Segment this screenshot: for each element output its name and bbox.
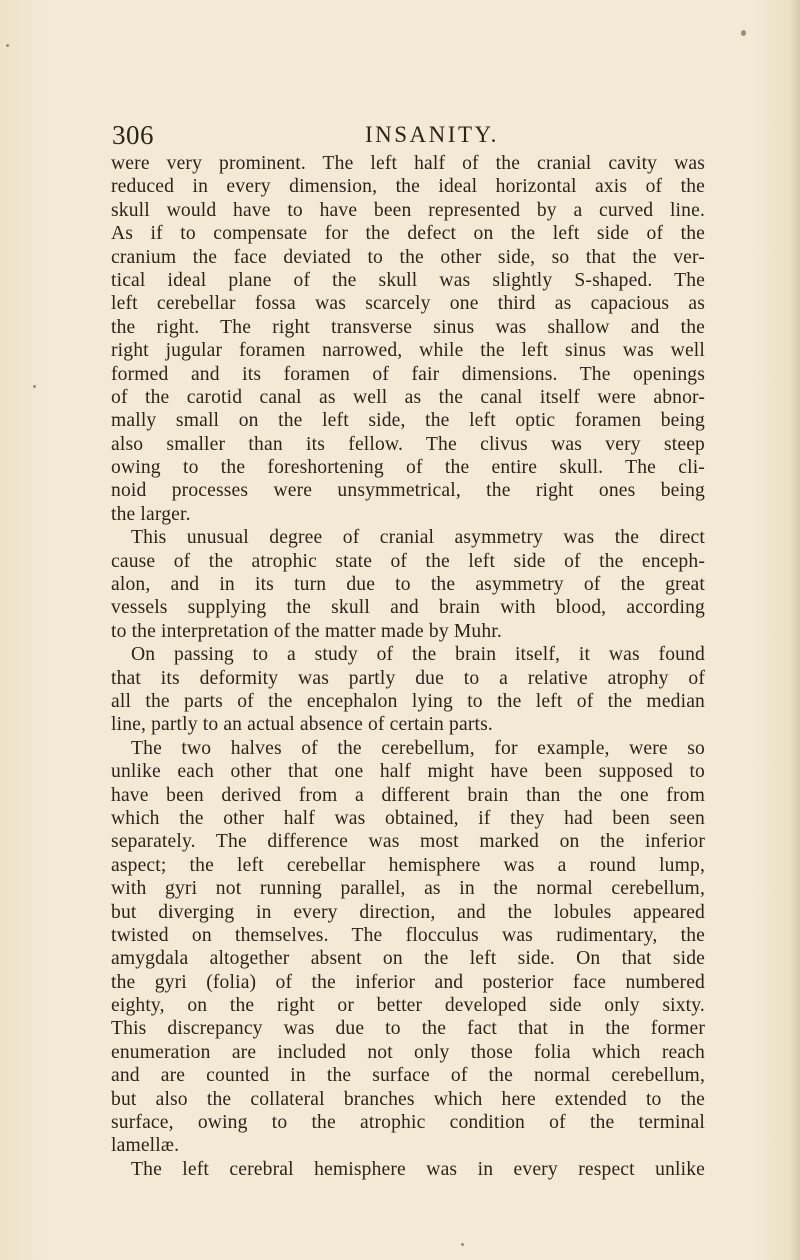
- text-line: owing to the foreshortening of the entire skull. The cli-: [111, 457, 705, 479]
- text-line: This discrepancy was due to the fact that in the former: [111, 1018, 705, 1040]
- text-line: lamellæ.: [111, 1135, 180, 1157]
- text-line: This unusual degree of cranial asymmetry was the direct: [131, 527, 705, 549]
- text-line: left cerebellar fossa was scarcely one third as capacious as: [111, 293, 705, 315]
- text-line: line, partly to an actual absence of certain parts.: [111, 714, 493, 736]
- text-line: On passing to a study of the brain itself, it was found: [131, 644, 705, 666]
- text-line: eighty, on the right or better developed side only sixty.: [111, 995, 705, 1017]
- body-text: [111, 152, 705, 1181]
- page-number: 306: [112, 120, 154, 150]
- text-line: twisted on themselves. The flocculus was rudimentary, the: [111, 924, 705, 946]
- text-line: that its deformity was partly due to a relative atrophy of: [111, 667, 705, 689]
- text-line: The left cerebral hemisphere was in every respect unlike: [131, 1158, 705, 1180]
- text-line: aspect; the left cerebellar hemisphere was a round lump,: [111, 854, 705, 876]
- text-line: reduced in every dimension, the ideal horizontal axis of the: [111, 176, 705, 198]
- text-line: of the carotid canal as well as the canal itself were abnor-: [111, 386, 705, 408]
- text-line: all the parts of the encephalon lying to the left of the median: [111, 690, 705, 712]
- text-line: alon, and in its turn due to the asymmetry of the great: [111, 574, 705, 596]
- text-line: skull would have to have been represented by a curved line.: [111, 199, 705, 221]
- text-line: right jugular foramen narrowed, while the left sinus was well: [111, 340, 705, 362]
- text-line: but also the collateral branches which here extended to the: [111, 1088, 705, 1110]
- text-line: with gyri not running parallel, as in the normal cerebellum,: [111, 878, 705, 900]
- text-line: vessels supplying the skull and brain with blood, according: [111, 597, 705, 619]
- text-line: amygdala altogether absent on the left side. On that side: [111, 948, 705, 970]
- text-line: but diverging in every direction, and the lobules appeared: [111, 901, 705, 923]
- paper-speck: [741, 30, 746, 36]
- text-line: tical ideal plane of the skull was slightly S-shaped. The: [111, 269, 705, 291]
- paper-speck: [6, 44, 9, 47]
- page-edge-shadow: [790, 0, 800, 1260]
- text-line: cranium the face deviated to the other side, so that the ver-: [111, 246, 705, 268]
- text-line: enumeration are included not only those folia which reach: [111, 1041, 705, 1063]
- text-line: also smaller than its fellow. The clivus was very steep: [111, 433, 705, 455]
- text-line: The two halves of the cerebellum, for example, were so: [131, 737, 705, 759]
- running-head: INSANITY.: [365, 122, 499, 147]
- text-line: noid processes were unsymmetrical, the right ones being: [111, 480, 705, 502]
- text-line: unlike each other that one half might have been supposed to: [111, 761, 705, 783]
- text-line: formed and its foramen of fair dimensions. The openings: [111, 363, 705, 385]
- paper-speck: [461, 1243, 464, 1246]
- text-line: the gyri (folia) of the inferior and posterior face numbered: [111, 971, 705, 993]
- text-line: As if to compensate for the defect on the left side of the: [111, 223, 705, 245]
- text-line: surface, owing to the atrophic condition of the terminal: [111, 1112, 705, 1134]
- text-line: which the other half was obtained, if they had been seen: [111, 807, 705, 829]
- text-line: the right. The right transverse sinus was shallow and the: [111, 316, 705, 338]
- text-line: cause of the atrophic state of the left side of the enceph-: [111, 550, 705, 572]
- text-line: were very prominent. The left half of the cranial cavity was: [111, 153, 705, 174]
- text-line: to the interpretation of the matter made by Muhr.: [111, 620, 502, 642]
- page-header: [112, 120, 712, 156]
- text-line: the larger.: [111, 503, 191, 525]
- text-line: and are counted in the surface of the normal cerebellum,: [111, 1065, 705, 1087]
- text-line: have been derived from a different brain than the one from: [111, 784, 705, 806]
- paper-speck: [33, 385, 36, 388]
- text-line: separately. The difference was most marked on the inferior: [111, 831, 705, 853]
- text-line: mally small on the left side, the left optic foramen being: [111, 410, 705, 432]
